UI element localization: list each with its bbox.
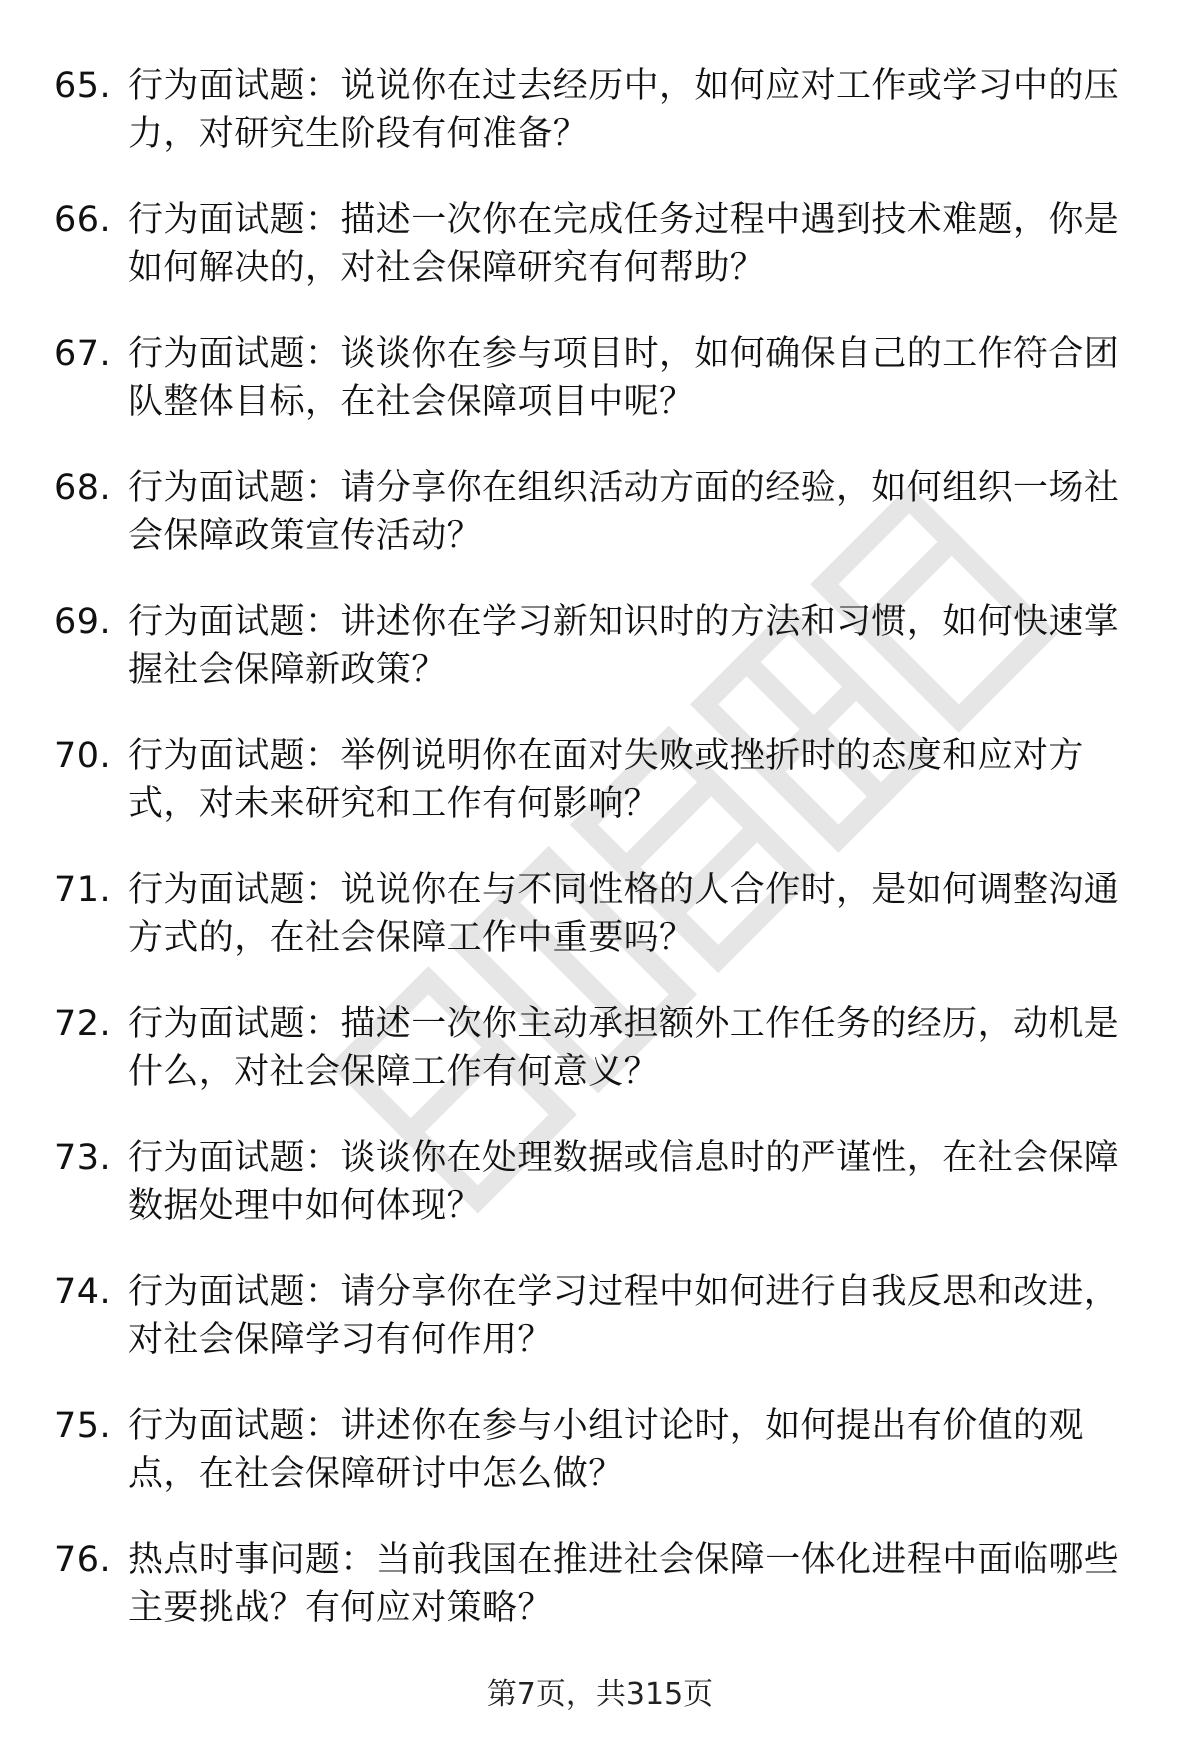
question-text: 行为面试题：描述一次你主动承担额外工作任务的经历，动机是什么，对社会保障工作有何意义？ [128, 1004, 1120, 1092]
question-text: 行为面试题：请分享你在组织活动方面的经验，如何组织一场社会保障政策宣传活动？ [128, 468, 1120, 556]
question-text: 热点时事问题：当前我国在推进社会保障一体化进程中面临哪些主要挑战？有何应对策略？ [128, 1540, 1120, 1628]
question-item [54, 1000, 1144, 1134]
question-item [54, 1268, 1144, 1402]
question-number: 67. [54, 334, 112, 374]
question-item [54, 598, 1144, 732]
question-text: 行为面试题：请分享你在学习过程中如何进行自我反思和改进，对社会保障学习有何作用？ [128, 1272, 1120, 1360]
question-number: 66. [54, 200, 112, 240]
question-number: 76. [54, 1540, 112, 1580]
question-number: 75. [54, 1406, 112, 1446]
page-footer [0, 1675, 1200, 1715]
question-number: 65. [54, 66, 112, 106]
question-text: 行为面试题：说说你在与不同性格的人合作时，是如何调整沟通方式的，在社会保障工作中重要吗？ [128, 870, 1120, 958]
question-number: 69. [54, 602, 112, 642]
question-text: 行为面试题：讲述你在学习新知识时的方法和习惯，如何快速掌握社会保障新政策？ [128, 602, 1120, 690]
question-item [54, 1536, 1144, 1670]
question-item [54, 62, 1144, 196]
question-item [54, 732, 1144, 866]
question-number: 71. [54, 870, 112, 910]
question-number: 73. [54, 1138, 112, 1178]
page-number-label: 第7页，共315页 [486, 1677, 714, 1712]
question-text: 行为面试题：说说你在过去经历中，如何应对工作或学习中的压力，对研究生阶段有何准备？ [128, 66, 1120, 154]
question-number: 68. [54, 468, 112, 508]
question-number: 72. [54, 1004, 112, 1044]
question-text: 行为面试题：描述一次你在完成任务过程中遇到技术难题，你是如何解决的，对社会保障研究有何帮助？ [128, 200, 1120, 288]
question-item [54, 196, 1144, 330]
question-item [54, 330, 1144, 464]
question-number: 74. [54, 1272, 112, 1312]
question-list [54, 62, 1144, 1670]
question-item [54, 1134, 1144, 1268]
question-item [54, 866, 1144, 1000]
question-text: 行为面试题：谈谈你在处理数据或信息时的严谨性，在社会保障数据处理中如何体现？ [128, 1138, 1120, 1226]
question-number: 70. [54, 736, 112, 776]
question-text: 行为面试题：讲述你在参与小组讨论时，如何提出有价值的观点，在社会保障研讨中怎么做？ [128, 1406, 1084, 1494]
question-item [54, 1402, 1144, 1536]
question-text: 行为面试题：举例说明你在面对失败或挫折时的态度和应对方式，对未来研究和工作有何影响？ [128, 736, 1084, 824]
question-item [54, 464, 1144, 598]
question-text: 行为面试题：谈谈你在参与项目时，如何确保自己的工作符合团队整体目标，在社会保障项目中呢？ [128, 334, 1120, 422]
